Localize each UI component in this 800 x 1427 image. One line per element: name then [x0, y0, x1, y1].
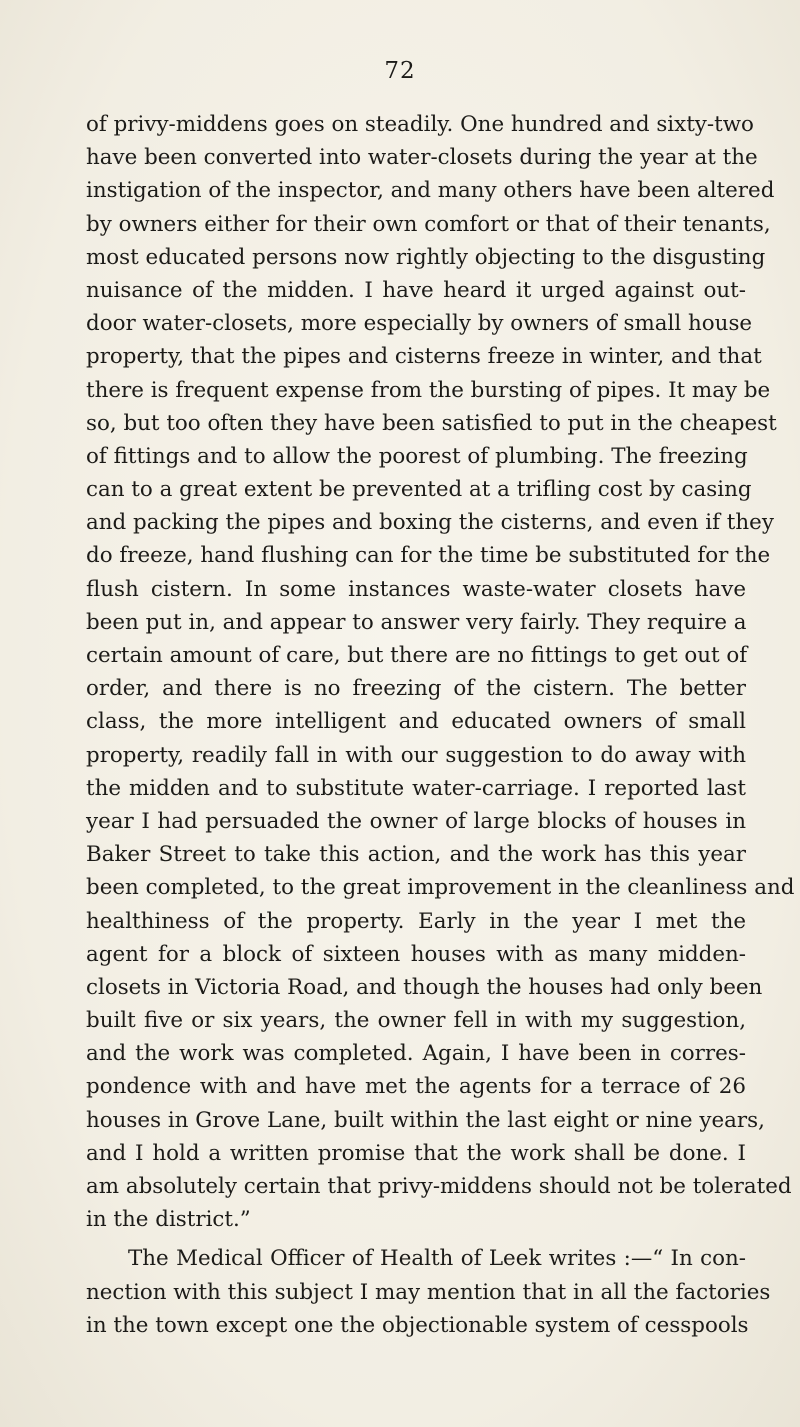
- text-line: certain amount of care, but there are no fittings to get out of: [86, 643, 748, 668]
- text-line: am absolutely certain that privy-middens should not be tolerated: [86, 1174, 792, 1199]
- text-line: order, and there is no freezing of the cistern. The better: [86, 676, 746, 702]
- text-line: closets in Victoria Road, and though the houses had only been: [86, 974, 763, 1000]
- text-line: of fittings and to allow the poorest of plumbing. The freezing: [86, 443, 748, 469]
- text-line: houses in Grove Lane, built within the last eight or nine years,: [86, 1107, 765, 1133]
- text-line: nection with this subject I may mention that in all the factories: [86, 1279, 771, 1305]
- text-line: by owners either for their own comfort or that of their tenants,: [86, 211, 771, 237]
- text-line: flush cistern. In some instances waste-water closets have: [86, 576, 746, 602]
- paragraph-1: [86, 108, 795, 1236]
- text-line: of privy-middens goes on steadily. One hundred and sixty-two: [86, 112, 754, 137]
- text-line: pondence with and have met the agents for a terrace of 26: [86, 1074, 746, 1100]
- text-line: nuisance of the midden. I have heard it urged against out-: [86, 277, 746, 303]
- text-line: instigation of the inspector, and many others have been altered: [86, 178, 775, 204]
- text-line: The Medical Officer of Health of Leek writes :—“ In con-: [128, 1246, 746, 1272]
- body-text: [86, 108, 795, 1342]
- text-line: class, the more intelligent and educated owners of small: [86, 709, 746, 735]
- text-line: property, that the pipes and cisterns freeze in winter, and that: [86, 344, 762, 370]
- text-line: been completed, to the great improvement in the cleanliness and: [86, 875, 795, 901]
- page-number: 72: [384, 58, 416, 84]
- text-line: most educated persons now rightly objecting to the disgusting: [86, 244, 766, 270]
- text-line: in the district.”: [86, 1207, 251, 1233]
- text-line: healthiness of the property. Early in the year I met the: [86, 908, 746, 934]
- text-line: property, readily fall in with our suggestion to do away with: [86, 742, 746, 768]
- text-line: and packing the pipes and boxing the cisterns, and even if they: [86, 510, 774, 536]
- text-line: in the town except one the objectionable system of cesspools: [86, 1312, 749, 1338]
- text-line: and the work was completed. Again, I have been in corres-: [86, 1041, 746, 1067]
- text-line: can to a great extent be prevented at a trifling cost by casing: [86, 477, 752, 503]
- text-line: agent for a block of sixteen houses with as many midden-: [86, 941, 746, 967]
- text-line: built five or six years, the owner fell in with my suggestion,: [86, 1008, 746, 1034]
- text-line: and I hold a written promise that the work shall be done. I: [86, 1140, 746, 1166]
- text-line: Baker Street to take this action, and the work has this year: [86, 842, 746, 868]
- text-line: do freeze, hand flushing can for the time be substituted for the: [86, 543, 771, 569]
- text-line: so, but too often they have been satisfied to put in the cheapest: [86, 410, 777, 436]
- paragraph-2: [86, 1242, 771, 1342]
- text-line: been put in, and appear to answer very fairly. They require a: [86, 609, 747, 635]
- text-line: door water-closets, more especially by owners of small house: [86, 311, 753, 337]
- text-line: have been converted into water-closets during the year at the: [86, 145, 758, 171]
- text-line: there is frequent expense from the bursting of pipes. It may be: [86, 377, 771, 403]
- text-line: the midden and to substitute water-carriage. I reported last: [86, 775, 746, 801]
- text-line: year I had persuaded the owner of large blocks of houses in: [86, 808, 746, 834]
